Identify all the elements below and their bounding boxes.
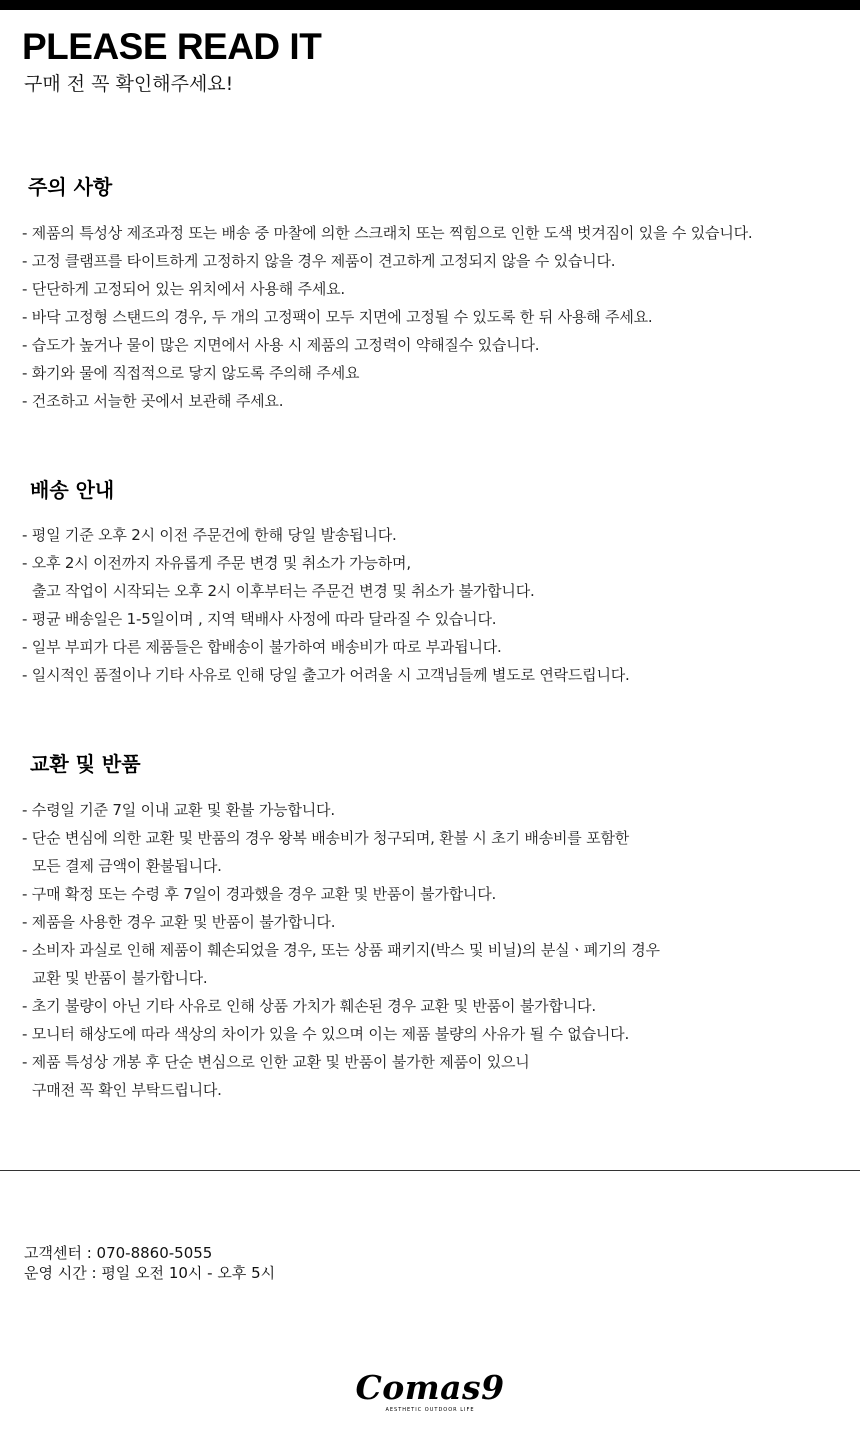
notice-item xyxy=(22,992,660,1020)
top-border-bar xyxy=(0,0,860,10)
notice-item xyxy=(22,247,753,275)
notice-item xyxy=(22,605,630,633)
notice-item-text: - 건조하고 서늘한 곳에서 보관해 주세요. xyxy=(22,392,284,410)
notice-item-text: - 소비자 과실로 인해 제품이 훼손되었을 경우, 또는 상품 패키지(박스 및 비닐)의 분실ㆍ폐기의 경우 xyxy=(22,941,660,959)
notice-item xyxy=(22,331,753,359)
contact-info xyxy=(24,1243,275,1283)
caution-list xyxy=(22,219,753,415)
section-title-exchange-return: 교환 및 반품 xyxy=(30,752,141,776)
notice-item xyxy=(22,936,660,992)
notice-item-text: - 습도가 높거나 물이 많은 지면에서 사용 시 제품의 고정력이 약해질수 있습니다. xyxy=(22,336,540,354)
page-title: PLEASE READ IT xyxy=(22,26,322,67)
notice-item xyxy=(22,1048,660,1104)
notice-item xyxy=(22,219,753,247)
notice-item xyxy=(22,661,630,689)
notice-item xyxy=(22,824,660,880)
notice-item-text: - 모니터 해상도에 따라 색상의 차이가 있을 수 있으며 이는 제품 불량의 사유가 될 수 없습니다. xyxy=(22,1025,630,1043)
notice-item xyxy=(22,880,660,908)
notice-item-text: - 초기 불량이 아닌 기타 사유로 인해 상품 가치가 훼손된 경우 교환 및 반품이 불가합니다. xyxy=(22,997,596,1015)
shipping-list xyxy=(22,521,630,689)
notice-item-text: - 수령일 기준 7일 이내 교환 및 환불 가능합니다. xyxy=(22,801,335,819)
notice-item-continuation: 구매전 꼭 확인 부탁드립니다. xyxy=(32,1081,222,1099)
notice-item xyxy=(22,1020,660,1048)
notice-item-text: - 구매 확정 또는 수령 후 7일이 경과했을 경우 교환 및 반품이 불가합니다. xyxy=(22,885,497,903)
notice-item-text: - 평균 배송일은 1-5일이며 , 지역 택배사 사정에 따라 달라질 수 있습니다. xyxy=(22,610,497,628)
section-title-caution: 주의 사항 xyxy=(28,175,113,199)
brand-logo-wordmark: Comas9 xyxy=(355,1368,505,1407)
customer-center-phone: 고객센터 : 070-8860-5055 xyxy=(24,1244,213,1262)
notice-item xyxy=(22,633,630,661)
notice-item-continuation: 모든 결제 금액이 환불됩니다. xyxy=(32,857,222,875)
section-title-shipping: 배송 안내 xyxy=(30,478,115,502)
notice-item xyxy=(22,796,660,824)
brand-logo xyxy=(340,1370,520,1414)
brand-logo-tagline: AESTHETIC OUTDOOR LIFE xyxy=(385,1407,475,1413)
notice-item-text: - 고정 클램프를 타이트하게 고정하지 않을 경우 제품이 견고하게 고정되지 않을 수 있습니다. xyxy=(22,252,616,270)
page-subtitle: 구매 전 꼭 확인해주세요! xyxy=(24,73,234,95)
notice-item-text: - 일시적인 품절이나 기타 사유로 인해 당일 출고가 어려울 시 고객님들께 별도로 연락드립니다. xyxy=(22,666,630,684)
notice-item-text: - 오후 2시 이전까지 자유롭게 주문 변경 및 취소가 가능하며, xyxy=(22,554,411,572)
notice-item-continuation: 교환 및 반품이 불가합니다. xyxy=(32,969,208,987)
notice-item-text: - 평일 기준 오후 2시 이전 주문건에 한해 당일 발송됩니다. xyxy=(22,526,397,544)
notice-item-text: - 바닥 고정형 스탠드의 경우, 두 개의 고정팩이 모두 지면에 고정될 수 있도록 한 뒤 사용해 주세요. xyxy=(22,308,653,326)
notice-item xyxy=(22,275,753,303)
notice-item xyxy=(22,521,630,549)
notice-item xyxy=(22,359,753,387)
notice-item-text: - 단단하게 고정되어 있는 위치에서 사용해 주세요. xyxy=(22,280,345,298)
operating-hours: 운영 시간 : 평일 오전 10시 - 오후 5시 xyxy=(24,1264,276,1282)
notice-item-text: - 화기와 물에 직접적으로 닿지 않도록 주의해 주세요 xyxy=(22,364,360,382)
notice-item-continuation: 출고 작업이 시작되는 오후 2시 이후부터는 주문건 변경 및 취소가 불가합니다. xyxy=(32,582,535,600)
notice-item-text: - 제품 특성상 개봉 후 단순 변심으로 인한 교환 및 반품이 불가한 제품이 있으니 xyxy=(22,1053,530,1071)
exchange-return-list xyxy=(22,796,660,1104)
notice-item xyxy=(22,908,660,936)
notice-item-text: - 일부 부피가 다른 제품들은 합배송이 불가하여 배송비가 따로 부과됩니다. xyxy=(22,638,502,656)
footer-divider xyxy=(0,1170,860,1171)
notice-item xyxy=(22,387,753,415)
notice-item-text: - 단순 변심에 의한 교환 및 반품의 경우 왕복 배송비가 청구되며, 환불 시 초기 배송비를 포함한 xyxy=(22,829,630,847)
notice-item-text: - 제품을 사용한 경우 교환 및 반품이 불가합니다. xyxy=(22,913,336,931)
notice-item xyxy=(22,549,630,605)
notice-item-text: - 제품의 특성상 제조과정 또는 배송 중 마찰에 의한 스크래치 또는 찍힘으로 인한 도색 벗겨짐이 있을 수 있습니다. xyxy=(22,224,753,242)
notice-item xyxy=(22,303,753,331)
